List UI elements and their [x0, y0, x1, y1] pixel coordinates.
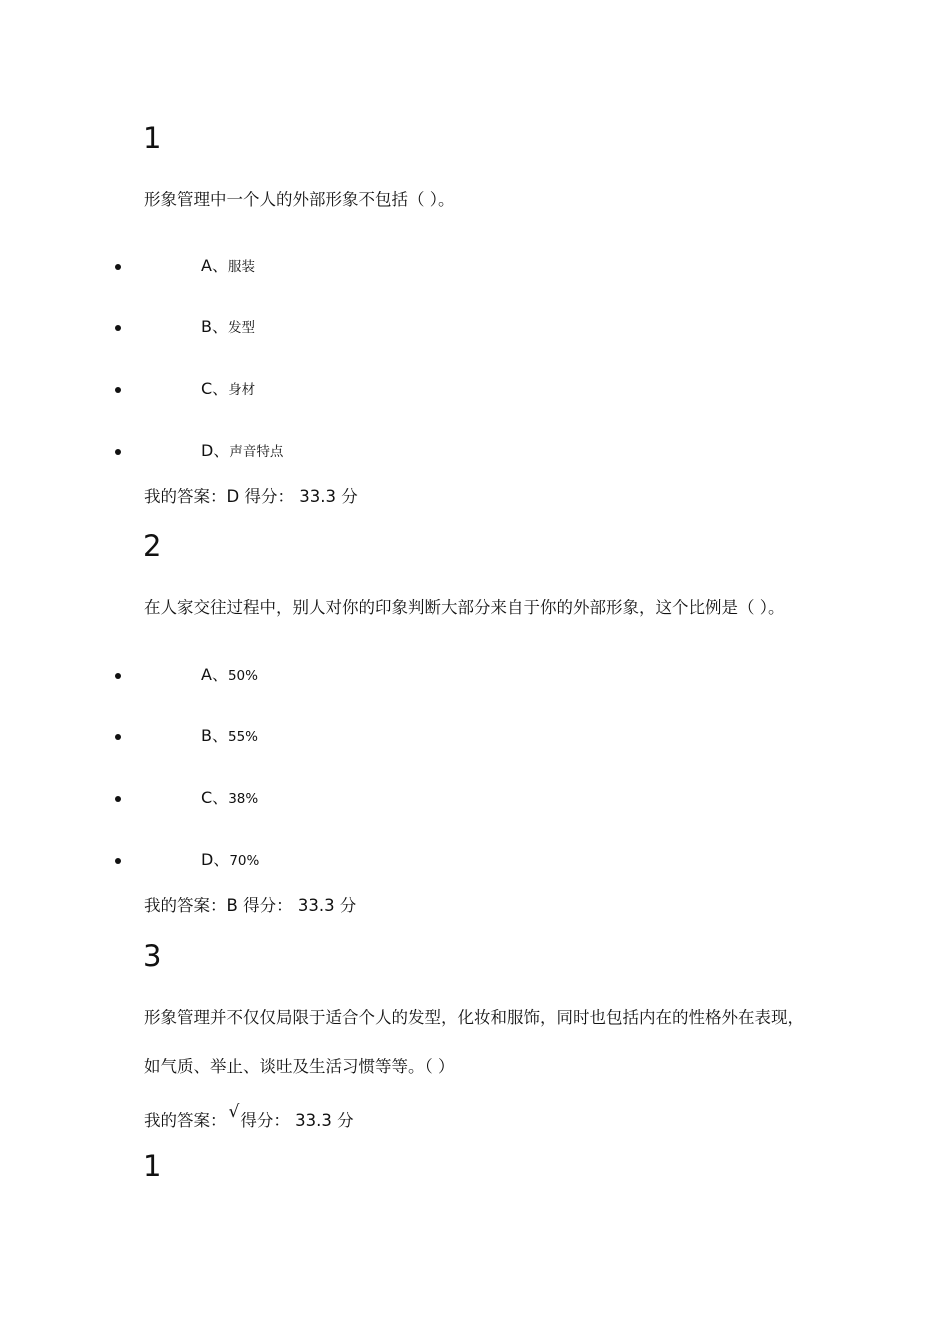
option-text: 55% [227, 729, 258, 745]
option-text: 服装 [227, 259, 255, 275]
answer-value: D [226, 487, 240, 506]
answer-label: 我的答案： [144, 487, 227, 506]
answer-label: 我的答案： [144, 896, 227, 915]
question-2-answer [144, 895, 356, 917]
score-label: 得分： [240, 1111, 290, 1130]
bullet [115, 264, 121, 270]
check-mark-icon: √ [228, 1102, 240, 1122]
question-2-option-a[interactable] [201, 665, 258, 686]
option-letter: D、 [201, 441, 230, 460]
question-1-answer [144, 486, 358, 508]
question-2-number: 2 [143, 529, 162, 563]
option-letter: C、 [201, 788, 229, 807]
bullet [115, 325, 121, 331]
bullet [115, 734, 121, 740]
question-2-text: 在人家交往过程中，别人对你的印象判断大部分来自于你的外部形象，这个比例是（ ）。 [144, 598, 785, 617]
question-1-text: 形象管理中一个人的外部形象不包括（ ）。 [144, 190, 455, 209]
question-1-option-d[interactable] [201, 441, 283, 462]
option-text: 50% [227, 668, 258, 684]
bullet [115, 796, 121, 802]
question-1-option-b[interactable] [201, 317, 255, 338]
answer-value: B [226, 896, 238, 915]
question-1-option-a[interactable] [201, 256, 255, 277]
bullet [115, 387, 121, 393]
bullet [115, 449, 121, 455]
option-letter: B、 [201, 317, 228, 336]
bullet [115, 673, 121, 679]
question-3-text-line1: 形象管理并不仅仅局限于适合个人的发型，化妆和服饰，同时也包括内在的性格外在表现， [144, 1008, 804, 1027]
question-1-number: 1 [143, 121, 162, 155]
question-3-text-line2: 如气质、举止、谈吐及生活习惯等等。（ ） [144, 1057, 455, 1076]
score-value: 33.3 分 [289, 1111, 354, 1130]
question-1-option-c[interactable] [201, 379, 255, 400]
option-letter: A、 [201, 665, 228, 684]
question-2-option-c[interactable] [201, 788, 258, 809]
answer-label: 我的答案： [144, 1111, 227, 1130]
option-letter: C、 [201, 379, 229, 398]
score-value: 33.3 分 [293, 487, 358, 506]
question-2-option-d[interactable] [201, 850, 259, 871]
score-label: 得分： [237, 896, 293, 915]
option-letter: A、 [201, 256, 228, 275]
option-text: 38% [228, 791, 259, 807]
option-letter: B、 [201, 726, 228, 745]
score-label: 得分： [239, 487, 294, 506]
option-text: 身材 [228, 382, 256, 398]
option-text: 70% [229, 853, 260, 869]
question-3-number: 3 [143, 939, 162, 973]
bullet [115, 858, 121, 864]
option-letter: D、 [201, 850, 230, 869]
question-2-option-b[interactable] [201, 726, 258, 747]
question-3-answer [144, 1102, 354, 1132]
score-value: 33.3 分 [292, 896, 357, 915]
option-text: 发型 [227, 320, 255, 336]
option-text: 声音特点 [229, 444, 284, 460]
next-question-number: 1 [143, 1149, 162, 1183]
